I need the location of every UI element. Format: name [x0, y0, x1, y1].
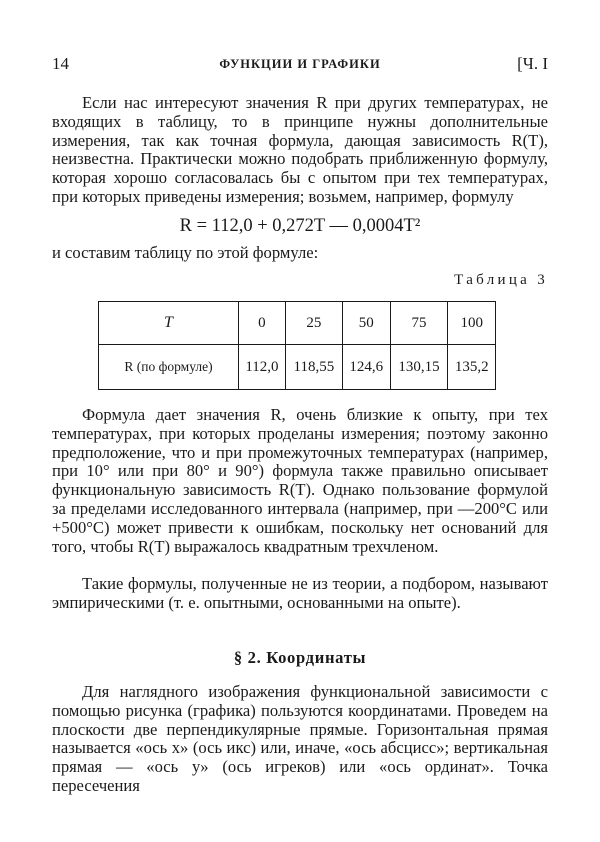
page-number: 14 [52, 54, 69, 73]
empirical-formula: R = 112,0 + 0,272T — 0,0004T² [179, 216, 421, 236]
table-cell: 75 [390, 302, 448, 345]
paragraph-empirical: Такие формулы, полученные не из теории, а подбором, называют эмпирическими (т. е. опытными, основанными на опыте). [52, 574, 548, 612]
table-cell: 50 [342, 302, 390, 345]
table-cell: 100 [448, 302, 496, 345]
table-cell: 135,2 [448, 345, 496, 390]
table-row [99, 302, 496, 345]
table-cell: 25 [285, 302, 342, 345]
row-header-t: T [99, 302, 239, 345]
data-table [98, 301, 496, 390]
paragraph-formula-discussion: Формула дает значения R, очень близкие к опыту, при тех температурах, при которых проделаны измерения; поэтому законно предположение, что и при промежуточных температурах (например, при 10° или при 80° и 90°) формула также правильно описывает функциональную зависимость R(T). Однако пользование формулой за пределами исследованного интервала (например, при —200°С или +500°С) может привести к ошибкам, поскольку нет оснований для того, чтобы R(T) выражалось квадратным трехчленом. [52, 405, 548, 556]
table-caption: Таблица 3 [454, 272, 548, 288]
running-title: ФУНКЦИИ И ГРАФИКИ [219, 57, 381, 71]
table-cell: 130,15 [390, 345, 448, 390]
section-heading: § 2. Координаты [233, 648, 367, 667]
paragraph-coordinates: Для наглядного изображения функциональной зависимости с помощью рисунка (графика) пользуются координатами. Проведем на плоскости две перпендикулярные прямые. Горизонтальная прямая называется «ось x» (ось икс) или, иначе, «ось абсцисс»; вертикальная прямая — «ось y» (ось игреков) или «ось ординат». Точка пересечения [52, 682, 548, 795]
table-row [99, 345, 496, 390]
table-cell: 118,55 [285, 345, 342, 390]
paragraph-intro: Если нас интересуют значения R при других температурах, не входящих в таблицу, то в принципе нужны дополнительные измерения, так как точная формула, дающая зависимость R(T), неизвестна. Практически можно подобрать приближенную формулу, которая хорошо согласовалась бы с опытом при тех температурах, при которых приведены измерения; возьмем, например, формулу [52, 93, 548, 206]
table-cell: 0 [239, 302, 286, 345]
table-cell: 124,6 [342, 345, 390, 390]
part-label: [Ч. I [517, 54, 548, 73]
page-header [52, 54, 548, 76]
row-header-r: R (по формуле) [99, 345, 239, 390]
table-cell: 112,0 [239, 345, 286, 390]
paragraph-table-intro: и составим таблицу по этой формуле: [52, 243, 319, 262]
